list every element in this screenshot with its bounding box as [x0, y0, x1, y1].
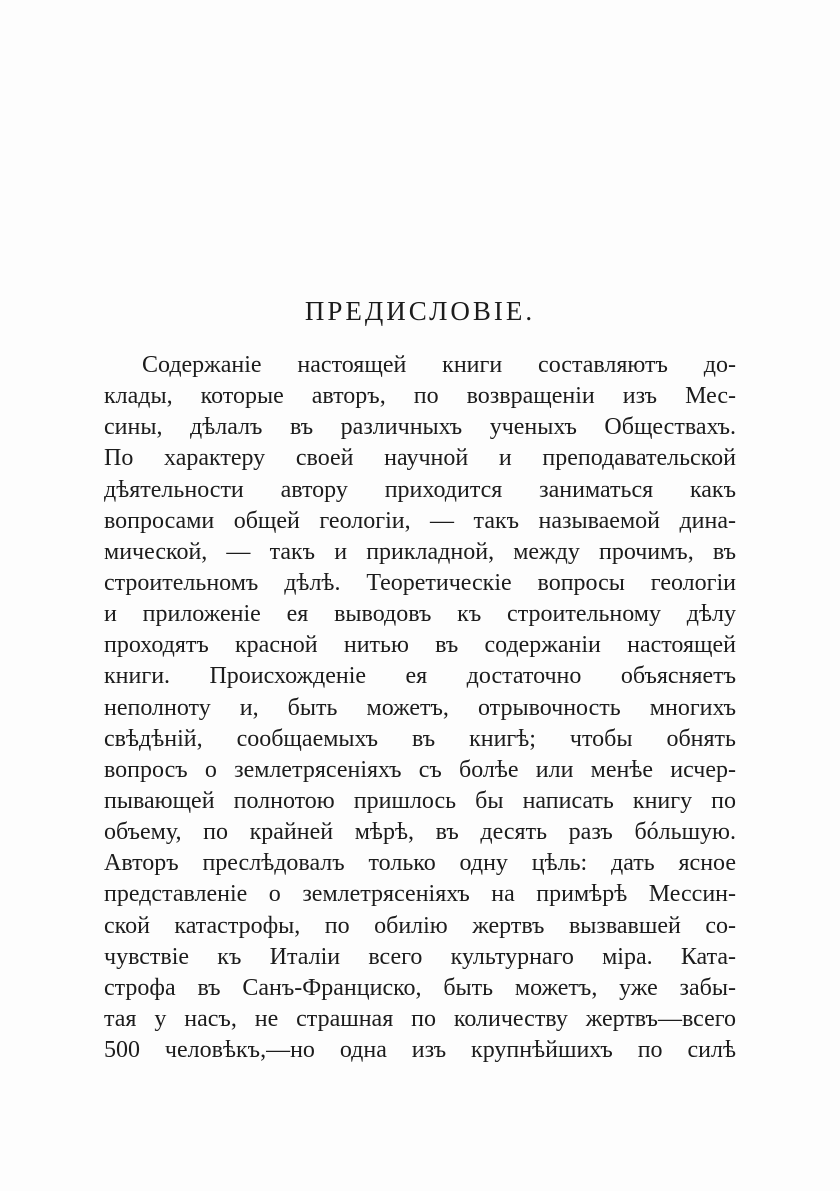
- text-line: вопросъ о землетрясеніяхъ съ болѣе или менѣе исчер-: [104, 756, 736, 783]
- text-line: объему, по крайней мѣрѣ, въ десять разъ бóльшую.: [104, 819, 736, 846]
- text-line: книги. Происхожденіе ея достаточно объясняетъ: [104, 663, 736, 690]
- text-line: вопросами общей геологіи, — такъ называемой дина-: [104, 507, 736, 534]
- text-line: строительномъ дѣлѣ. Теоретическіе вопросы геологіи: [104, 569, 736, 596]
- text-line: клады, которые авторъ, по возвращеніи изъ Мес-: [104, 383, 736, 410]
- text-line: свѣдѣній, сообщаемыхъ въ книгѣ; чтобы обнять: [104, 725, 736, 752]
- text-line: 500 человѣкъ,—но одна изъ крупнѣйшихъ по силѣ: [104, 1037, 736, 1064]
- text-line: неполноту и, быть можетъ, отрывочность многихъ: [104, 694, 736, 721]
- text-line: тая у насъ, не страшная по количеству жертвъ—всего: [104, 1005, 736, 1032]
- text-line: сины, дѣлалъ въ различныхъ ученыхъ Обществахъ.: [104, 414, 736, 441]
- text-line: Содержаніе настоящей книги составляютъ до-: [142, 352, 736, 378]
- text-line: ской катастрофы, по обилію жертвъ вызвавшей со-: [104, 912, 736, 939]
- text-line: проходятъ красной нитью въ содержаніи настоящей: [104, 632, 736, 659]
- text-line: чувствіе къ Италіи всего культурнаго міра. Ката-: [104, 943, 736, 970]
- text-line: пывающей полнотою пришлось бы написать книгу по: [104, 787, 736, 814]
- text-line: строфа въ Санъ-Франциско, быть можетъ, уже забы-: [104, 974, 736, 1001]
- preface-body: [104, 350, 736, 1066]
- text-line: и приложеніе ея выводовъ къ строительному дѣлу: [104, 601, 736, 628]
- text-line: мической, — такъ и прикладной, между прочимъ, въ: [104, 538, 736, 565]
- page-title: ПРЕДИСЛОВІЕ.: [304, 296, 536, 326]
- text-line: дѣятельности автору приходится заниматься какъ: [104, 476, 736, 503]
- text-line: представленіе о землетрясеніяхъ на примѣрѣ Мессин-: [104, 881, 736, 908]
- text-line: Авторъ преслѣдовалъ только одну цѣль: дать ясное: [104, 850, 736, 877]
- text-line: По характеру своей научной и преподавательской: [104, 445, 736, 472]
